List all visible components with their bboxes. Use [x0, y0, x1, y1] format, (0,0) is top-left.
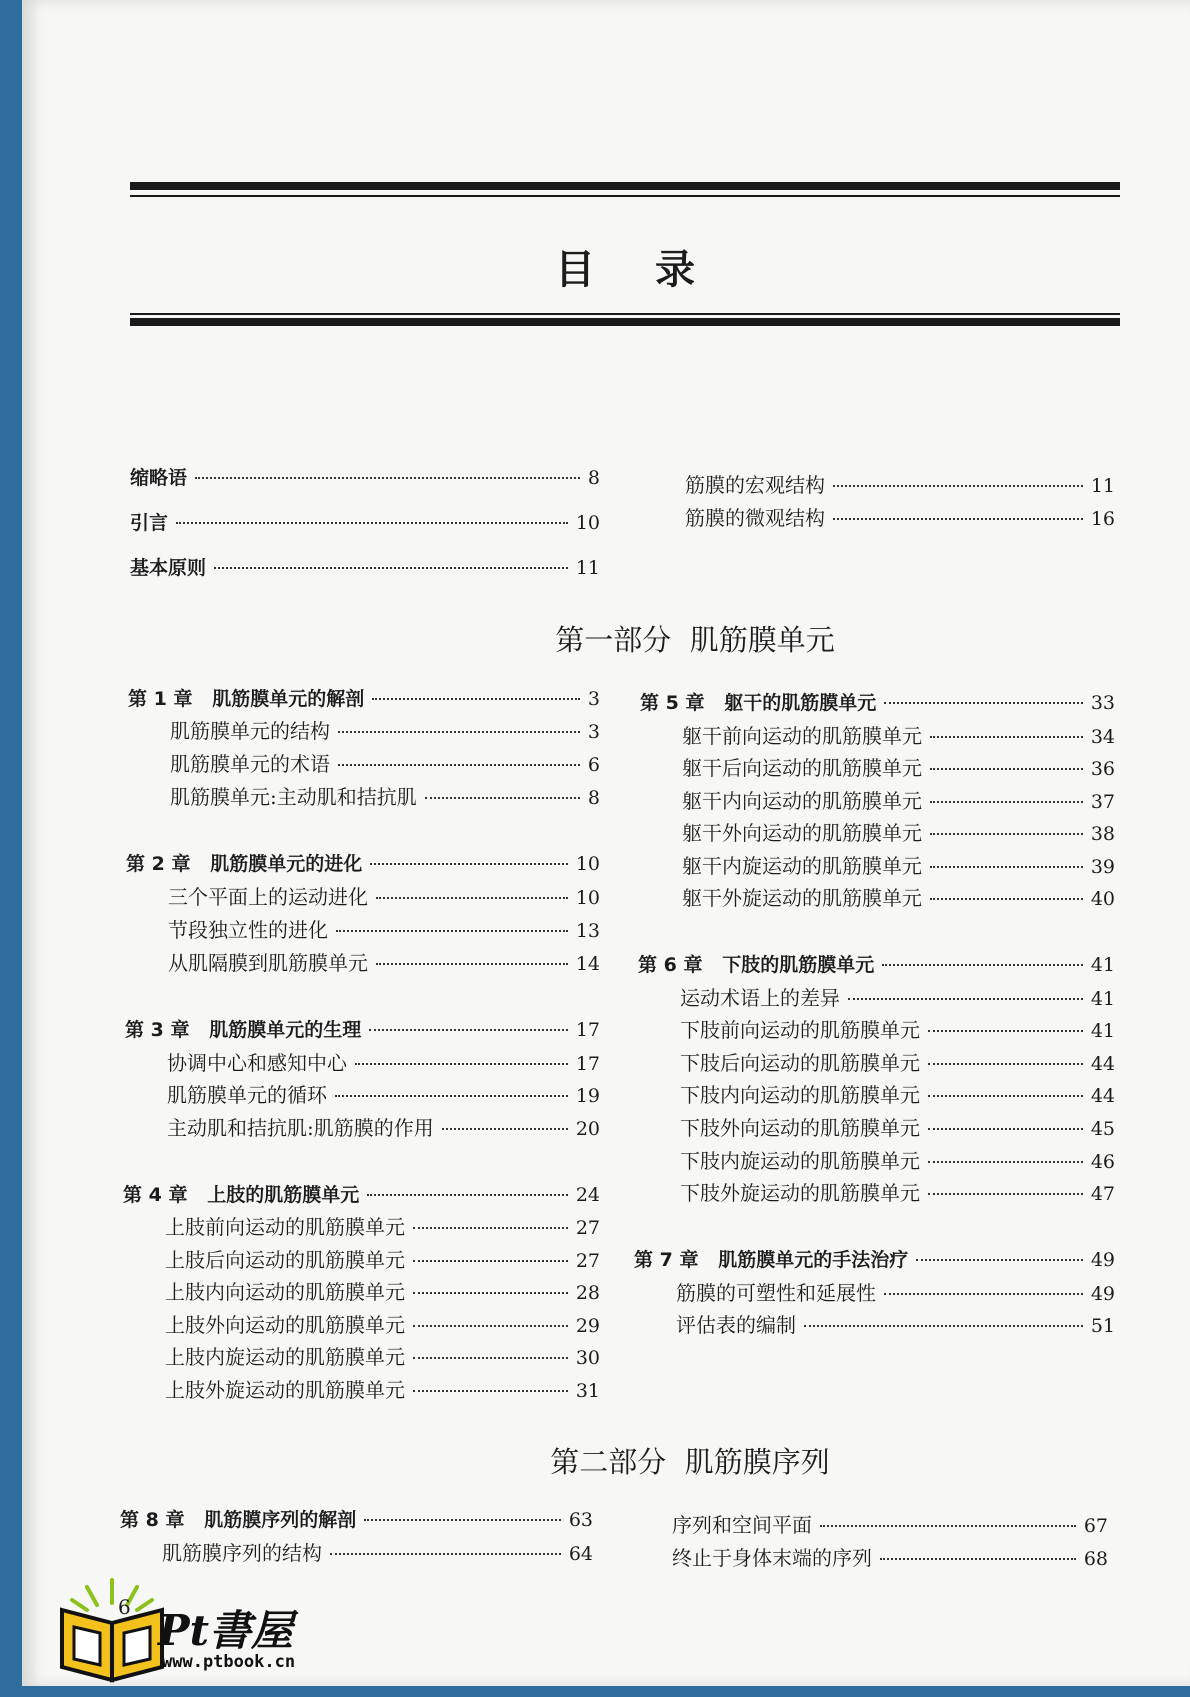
toc-entry [680, 1017, 1115, 1044]
chapter-1 [128, 686, 600, 712]
page-ref: 34 [1090, 726, 1115, 748]
dot-leader [884, 1293, 1083, 1295]
toc-entry [165, 1344, 600, 1371]
logo-name: Pt書屋 [158, 1606, 293, 1655]
dot-leader [364, 1519, 561, 1521]
dot-leader [930, 898, 1083, 900]
entry-label: 肌筋膜单元的术语 [170, 752, 330, 776]
dot-leader [930, 866, 1083, 868]
dot-leader [338, 764, 580, 766]
toc-entry [165, 1247, 600, 1274]
entry-label: 基本原则 [130, 557, 207, 579]
entry-label: 上肢内旋运动的肌筋膜单元 [165, 1345, 405, 1369]
entry-label: 躯干外旋运动的肌筋膜单元 [682, 886, 922, 910]
dot-leader [804, 1325, 1083, 1327]
chapter-2 [126, 851, 600, 877]
dot-leader [833, 485, 1083, 487]
entry-label: 肌筋膜单元:主动肌和拮抗肌 [170, 785, 417, 809]
dot-leader [355, 1063, 568, 1065]
page-ref: 46 [1090, 1151, 1115, 1173]
page-ref: 68 [1083, 1548, 1108, 1570]
page-ref: 13 [575, 920, 600, 942]
page-ref: 8 [587, 787, 600, 809]
toc-entry [168, 917, 600, 944]
dot-leader [338, 731, 580, 733]
entry-label: 下肢外旋运动的肌筋膜单元 [680, 1181, 920, 1205]
dot-leader [930, 833, 1083, 835]
toc-entry [170, 751, 600, 778]
entry-label: 第 3 章 肌筋膜单元的生理 [125, 1019, 362, 1041]
toc-entry [685, 472, 1115, 499]
toc-entry [170, 718, 600, 745]
entry-label: 第 4 章 上肢的肌筋膜单元 [123, 1184, 360, 1206]
page-ref: 10 [575, 512, 600, 534]
bottom-rule-thin [130, 313, 1120, 315]
dot-leader [848, 998, 1083, 1000]
entry-label: 从肌隔膜到肌筋膜单元 [168, 951, 368, 975]
toc-entry [676, 1312, 1115, 1339]
page-ref: 47 [1090, 1183, 1115, 1205]
dot-leader [330, 1553, 561, 1555]
toc-entry [167, 1115, 600, 1142]
toc-entry [680, 1148, 1115, 1175]
entry-label: 躯干后向运动的肌筋膜单元 [682, 756, 922, 780]
chapter-7 [634, 1247, 1115, 1273]
toc-entry-abbreviations [130, 465, 600, 491]
page-ref: 49 [1090, 1249, 1115, 1271]
entry-label: 肌筋膜单元的结构 [170, 719, 330, 743]
page-ref: 51 [1090, 1315, 1115, 1337]
toc-entry [165, 1312, 600, 1339]
page-ref: 40 [1090, 888, 1115, 910]
toc-entry [170, 784, 600, 811]
page-ref: 38 [1090, 823, 1115, 845]
entry-label: 上肢后向运动的肌筋膜单元 [165, 1248, 405, 1272]
page-ref: 33 [1090, 692, 1115, 714]
toc-entry [165, 1377, 600, 1404]
entry-label: 评估表的编制 [676, 1313, 796, 1337]
toc-entry [165, 1214, 600, 1241]
toc-entry [682, 885, 1115, 912]
toc-entry [162, 1540, 593, 1567]
toc-entry [680, 1115, 1115, 1142]
dot-leader [442, 1128, 568, 1130]
page-ref: 27 [575, 1250, 600, 1272]
entry-label: 筋膜的微观结构 [685, 506, 825, 530]
toc-entry [682, 820, 1115, 847]
entry-label: 上肢外旋运动的肌筋膜单元 [165, 1378, 405, 1402]
dot-leader [928, 1193, 1083, 1195]
entry-label: 序列和空间平面 [672, 1513, 812, 1537]
entry-label: 第 2 章 肌筋膜单元的进化 [126, 853, 363, 875]
part1-title: 第一部分 肌筋膜单元 [555, 623, 835, 657]
page-ref: 11 [1090, 475, 1115, 497]
dot-leader [833, 518, 1083, 520]
dot-leader [928, 1161, 1083, 1163]
dot-leader [928, 1128, 1083, 1130]
dot-leader [425, 797, 580, 799]
toc-entry [672, 1512, 1108, 1539]
toc-entry [676, 1280, 1115, 1307]
chapter-4 [123, 1182, 600, 1208]
toc-entry [682, 755, 1115, 782]
page-ref: 44 [1090, 1085, 1115, 1107]
page-ref: 6 [587, 754, 600, 776]
toc-entry [680, 985, 1115, 1012]
page-ref: 41 [1090, 954, 1115, 976]
dot-leader [376, 897, 568, 899]
page-ref: 36 [1090, 758, 1115, 780]
entry-label: 躯干内旋运动的肌筋膜单元 [682, 854, 922, 878]
entry-label: 节段独立性的进化 [168, 918, 328, 942]
page-ref: 39 [1090, 856, 1115, 878]
dot-leader [214, 567, 568, 569]
dot-leader [413, 1260, 568, 1262]
entry-label: 三个平面上的运动进化 [168, 885, 368, 909]
entry-label: 筋膜的宏观结构 [685, 473, 825, 497]
chapter-5 [640, 690, 1115, 716]
part2-title: 第二部分 肌筋膜序列 [550, 1445, 830, 1479]
entry-label: 协调中心和感知中心 [167, 1051, 347, 1075]
dot-leader [195, 477, 580, 479]
toc-entry-principles [130, 555, 600, 581]
entry-label: 躯干前向运动的肌筋膜单元 [682, 724, 922, 748]
dot-leader [928, 1095, 1083, 1097]
toc-entry [680, 1180, 1115, 1207]
page-ref: 10 [575, 853, 600, 875]
page-ref: 20 [575, 1118, 600, 1140]
entry-label: 引言 [130, 512, 169, 534]
page-ref: 67 [1083, 1515, 1108, 1537]
dot-leader [372, 698, 580, 700]
dot-leader [413, 1227, 568, 1229]
page-ref: 37 [1090, 791, 1115, 813]
dot-leader [930, 768, 1083, 770]
page-ref: 24 [575, 1184, 600, 1206]
dot-leader [367, 1194, 568, 1196]
entry-label: 躯干外向运动的肌筋膜单元 [682, 821, 922, 845]
entry-label: 肌筋膜序列的结构 [162, 1541, 322, 1565]
page-ref: 16 [1090, 508, 1115, 530]
dot-leader [916, 1259, 1083, 1261]
dot-leader [413, 1390, 568, 1392]
page-ref: 28 [575, 1282, 600, 1304]
dot-leader [176, 522, 568, 524]
page-ref: 49 [1090, 1283, 1115, 1305]
entry-label: 下肢内旋运动的肌筋膜单元 [680, 1149, 920, 1173]
page-number: 6 [118, 1595, 131, 1619]
dot-leader [930, 736, 1083, 738]
page-ref: 14 [575, 953, 600, 975]
dot-leader [884, 702, 1083, 704]
entry-label: 上肢前向运动的肌筋膜单元 [165, 1215, 405, 1239]
entry-label: 下肢后向运动的肌筋膜单元 [680, 1051, 920, 1075]
toc-entry [682, 853, 1115, 880]
entry-label: 肌筋膜单元的循环 [167, 1083, 327, 1107]
dot-leader [336, 930, 568, 932]
page-ref: 30 [575, 1347, 600, 1369]
page-ref: 41 [1090, 1020, 1115, 1042]
dot-leader [880, 1558, 1076, 1560]
page-ref: 27 [575, 1217, 600, 1239]
entry-label: 上肢内向运动的肌筋膜单元 [165, 1280, 405, 1304]
entry-label: 第 1 章 肌筋膜单元的解剖 [128, 688, 365, 710]
page-ref: 31 [575, 1380, 600, 1402]
toc-entry [680, 1082, 1115, 1109]
entry-label: 运动术语上的差异 [680, 986, 840, 1010]
page-ref: 17 [575, 1053, 600, 1075]
toc-entry [168, 950, 600, 977]
dot-leader [413, 1292, 568, 1294]
dot-leader [413, 1357, 568, 1359]
toc-entry [680, 1050, 1115, 1077]
logo-url: www.ptbook.cn [162, 1652, 296, 1672]
entry-label: 下肢内向运动的肌筋膜单元 [680, 1083, 920, 1107]
page-ref: 41 [1090, 988, 1115, 1010]
toc-entry [167, 1050, 600, 1077]
page-ref: 8 [587, 467, 600, 489]
toc-entry [685, 505, 1115, 532]
entry-label: 筋膜的可塑性和延展性 [676, 1281, 876, 1305]
toc-entry-introduction [130, 510, 600, 536]
top-rule [130, 182, 1120, 190]
chapter-6 [638, 952, 1115, 978]
page-ref: 44 [1090, 1053, 1115, 1075]
dot-leader [376, 963, 568, 965]
entry-label: 躯干内向运动的肌筋膜单元 [682, 789, 922, 813]
page-ref: 19 [575, 1085, 600, 1107]
toc-entry [168, 884, 600, 911]
toc-entry [682, 788, 1115, 815]
chapter-8 [120, 1507, 593, 1533]
page-ref: 10 [575, 887, 600, 909]
bottom-rule [130, 318, 1120, 326]
chapter-3 [125, 1017, 600, 1043]
toc-entry [682, 723, 1115, 750]
entry-label: 下肢前向运动的肌筋膜单元 [680, 1018, 920, 1042]
dot-leader [820, 1525, 1076, 1527]
page-ref: 45 [1090, 1118, 1115, 1140]
dot-leader [370, 863, 568, 865]
entry-label: 终止于身体末端的序列 [672, 1546, 872, 1570]
entry-label: 第 6 章 下肢的肌筋膜单元 [638, 954, 875, 976]
dot-leader [928, 1063, 1083, 1065]
page-ref: 64 [568, 1543, 593, 1565]
dot-leader [335, 1095, 568, 1097]
entry-label: 第 8 章 肌筋膜序列的解剖 [120, 1509, 357, 1531]
dot-leader [928, 1030, 1083, 1032]
page-ref: 11 [575, 557, 600, 579]
page-ref: 17 [575, 1019, 600, 1041]
dot-leader [369, 1029, 568, 1031]
toc-entry [672, 1545, 1108, 1572]
entry-label: 第 7 章 肌筋膜单元的手法治疗 [634, 1249, 909, 1271]
entry-label: 上肢外向运动的肌筋膜单元 [165, 1313, 405, 1337]
entry-label: 缩略语 [130, 467, 188, 489]
page-ref: 29 [575, 1315, 600, 1337]
page-ref: 63 [568, 1509, 593, 1531]
dot-leader [882, 964, 1083, 966]
entry-label: 第 5 章 躯干的肌筋膜单元 [640, 692, 877, 714]
dot-leader [413, 1325, 568, 1327]
entry-label: 主动肌和拮抗肌:肌筋膜的作用 [167, 1116, 434, 1140]
page-ref: 3 [587, 688, 600, 710]
toc-entry [167, 1082, 600, 1109]
page-title: 目录 [555, 246, 755, 293]
top-rule-thin [130, 195, 1120, 197]
page-ref: 3 [587, 721, 600, 743]
dot-leader [930, 801, 1083, 803]
toc-entry [165, 1279, 600, 1306]
entry-label: 下肢外向运动的肌筋膜单元 [680, 1116, 920, 1140]
